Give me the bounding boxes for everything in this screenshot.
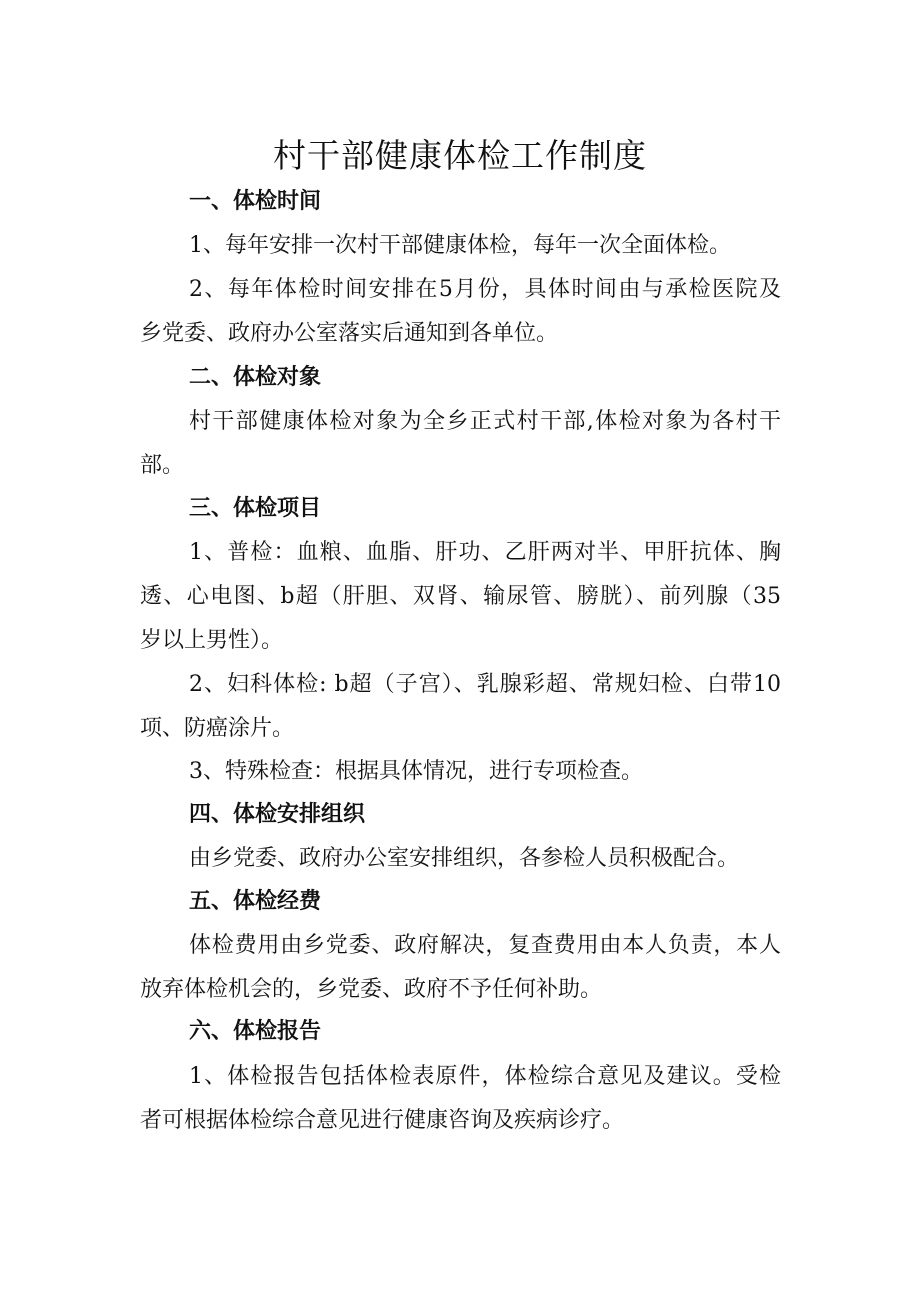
paragraph-line: 体检费用由乡党委、政府解决，复查费用由本人负责，本人 xyxy=(189,933,781,958)
document-title: 村干部健康体检工作制度 xyxy=(273,136,647,175)
section-heading-report: 六、体检报告 xyxy=(189,1019,322,1044)
section-heading-funding: 五、体检经费 xyxy=(189,889,322,914)
paragraph-line: 1、每年安排一次村干部健康体检，每年一次全面体检。 xyxy=(189,233,731,258)
paragraph-line: 乡党委、政府办公室落实后通知到各单位。 xyxy=(140,321,559,346)
paragraph-line: 由乡党委、政府办公室安排组织，各参检人员积极配合。 xyxy=(189,846,740,871)
paragraph-line: 2、妇科体检: b超（子宫）、乳腺彩超、常规妇检、白带10 xyxy=(189,672,781,697)
section-heading-subjects: 二、体检对象 xyxy=(189,365,322,390)
section-heading-organization: 四、体检安排组织 xyxy=(189,802,366,827)
paragraph-line: 2、每年体检时间安排在5月份，具体时间由与承检医院及 xyxy=(189,277,781,302)
paragraph-line: 者可根据体检综合意见进行健康咨询及疾病诊疗。 xyxy=(140,1108,625,1133)
paragraph-line: 部。 xyxy=(140,453,185,478)
section-heading-time: 一、体检时间 xyxy=(189,189,322,214)
paragraph-line: 项、防癌涂片。 xyxy=(140,716,295,741)
paragraph-line: 放弃体检机会的，乡党委、政府不予任何补助。 xyxy=(140,977,603,1002)
paragraph-line: 村干部健康体检对象为全乡正式村干部,体检对象为各村干 xyxy=(189,409,781,434)
paragraph-line: 1、普检：血粮、血脂、肝功、乙肝两对半、甲肝抗体、胸 xyxy=(189,540,781,565)
paragraph-line: 3、特殊检查：根据具体情况，进行专项检查。 xyxy=(189,759,643,784)
paragraph-line: 1、体检报告包括体检表原件，体检综合意见及建议。受检 xyxy=(189,1064,781,1089)
paragraph-line: 岁以上男性）。 xyxy=(140,628,284,653)
paragraph-line: 透、心电图、b超（肝胆、双肾、输尿管、膀胱）、前列腺（35 xyxy=(140,584,781,609)
section-heading-items: 三、体检项目 xyxy=(189,496,322,521)
